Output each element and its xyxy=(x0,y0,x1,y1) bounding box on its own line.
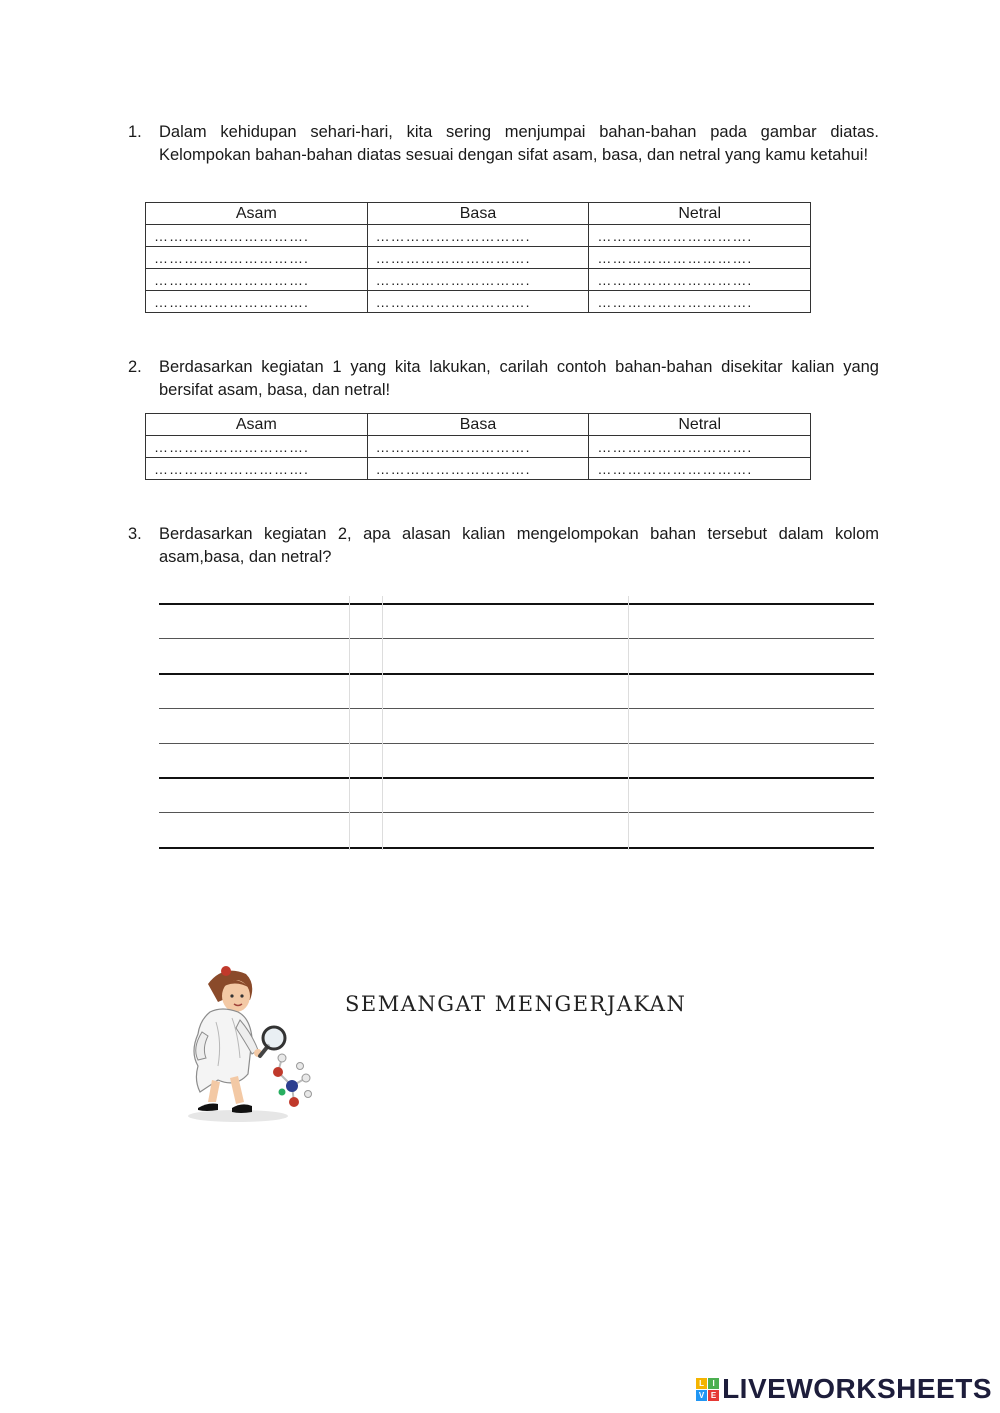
answer-line[interactable] xyxy=(159,847,874,849)
answer-cell[interactable]: …………………………. xyxy=(367,269,589,291)
answer-line[interactable] xyxy=(159,812,874,813)
answer-cell[interactable]: …………………………. xyxy=(367,247,589,269)
line-divider xyxy=(628,596,629,850)
table-row xyxy=(146,291,811,313)
line-divider xyxy=(382,596,383,850)
table-row xyxy=(146,269,811,291)
answer-cell[interactable]: …………………………. xyxy=(146,436,368,458)
answer-line[interactable] xyxy=(159,777,874,779)
answer-cell[interactable]: …………………………. xyxy=(589,291,811,313)
answer-cell[interactable]: …………………………. xyxy=(146,269,368,291)
answer-cell[interactable]: …………………………. xyxy=(367,291,589,313)
answer-cell[interactable]: …………………………. xyxy=(589,225,811,247)
column-header-asam: Asam xyxy=(146,414,368,436)
liveworksheets-logo-icon xyxy=(696,1378,719,1401)
table-row xyxy=(146,458,811,480)
question-text: Berdasarkan kegiatan 2, apa alasan kalian mengelompokan bahan tersebut dalam kolom asam,basa, dan netral? xyxy=(159,525,879,566)
question-text: Berdasarkan kegiatan 1 yang kita lakukan, carilah contoh bahan-bahan disekitar kalian yang bersifat asam, basa, dan netral! xyxy=(159,358,879,399)
answer-line[interactable] xyxy=(159,708,874,709)
answer-line[interactable] xyxy=(159,673,874,675)
table-header-row xyxy=(146,414,811,436)
answer-table-2 xyxy=(145,413,811,480)
scientist-with-magnifier-icon xyxy=(178,962,328,1127)
brand-name: LIVEWORKSHEETS xyxy=(722,1373,992,1404)
answer-cell[interactable]: …………………………. xyxy=(146,458,368,480)
table-header-row xyxy=(146,203,811,225)
question-1 xyxy=(128,121,879,167)
answer-cell[interactable]: …………………………. xyxy=(146,291,368,313)
answer-cell[interactable]: …………………………. xyxy=(589,269,811,291)
logo-letter: E xyxy=(708,1390,719,1401)
answer-cell[interactable]: …………………………. xyxy=(367,458,589,480)
answer-cell[interactable]: …………………………. xyxy=(589,436,811,458)
question-text: Dalam kehidupan sehari-hari, kita sering menjumpai bahan-bahan pada gambar diatas. Kelompokan bahan-bahan diatas sesuai dengan sifat asam, basa, dan netral yang kamu ketahui! xyxy=(159,123,879,164)
closing-message: SEMANGAT MENGERJAKAN xyxy=(345,992,687,1016)
answer-cell[interactable]: …………………………. xyxy=(367,436,589,458)
answer-cell[interactable]: …………………………. xyxy=(367,225,589,247)
table-row xyxy=(146,225,811,247)
table-row xyxy=(146,247,811,269)
column-header-basa: Basa xyxy=(367,203,589,225)
column-header-netral: Netral xyxy=(589,203,811,225)
answer-line[interactable] xyxy=(159,603,874,605)
table-row xyxy=(146,436,811,458)
column-header-asam: Asam xyxy=(146,203,368,225)
answer-cell[interactable]: …………………………. xyxy=(589,247,811,269)
logo-letter: V xyxy=(696,1390,707,1401)
question-3 xyxy=(128,523,879,569)
question-number: 1. xyxy=(128,123,142,141)
answer-line[interactable] xyxy=(159,743,874,744)
logo-letter: L xyxy=(696,1378,707,1389)
column-header-basa: Basa xyxy=(367,414,589,436)
answer-cell[interactable]: …………………………. xyxy=(146,247,368,269)
liveworksheets-brand xyxy=(696,1373,992,1405)
question-number: 3. xyxy=(128,525,142,543)
question-2 xyxy=(128,356,879,402)
answer-cell[interactable]: …………………………. xyxy=(146,225,368,247)
line-divider xyxy=(349,596,350,850)
question-number: 2. xyxy=(128,358,142,376)
answer-line[interactable] xyxy=(159,638,874,639)
answer-cell[interactable]: …………………………. xyxy=(589,458,811,480)
answer-table-1 xyxy=(145,202,811,313)
column-header-netral: Netral xyxy=(589,414,811,436)
logo-letter: I xyxy=(708,1378,719,1389)
